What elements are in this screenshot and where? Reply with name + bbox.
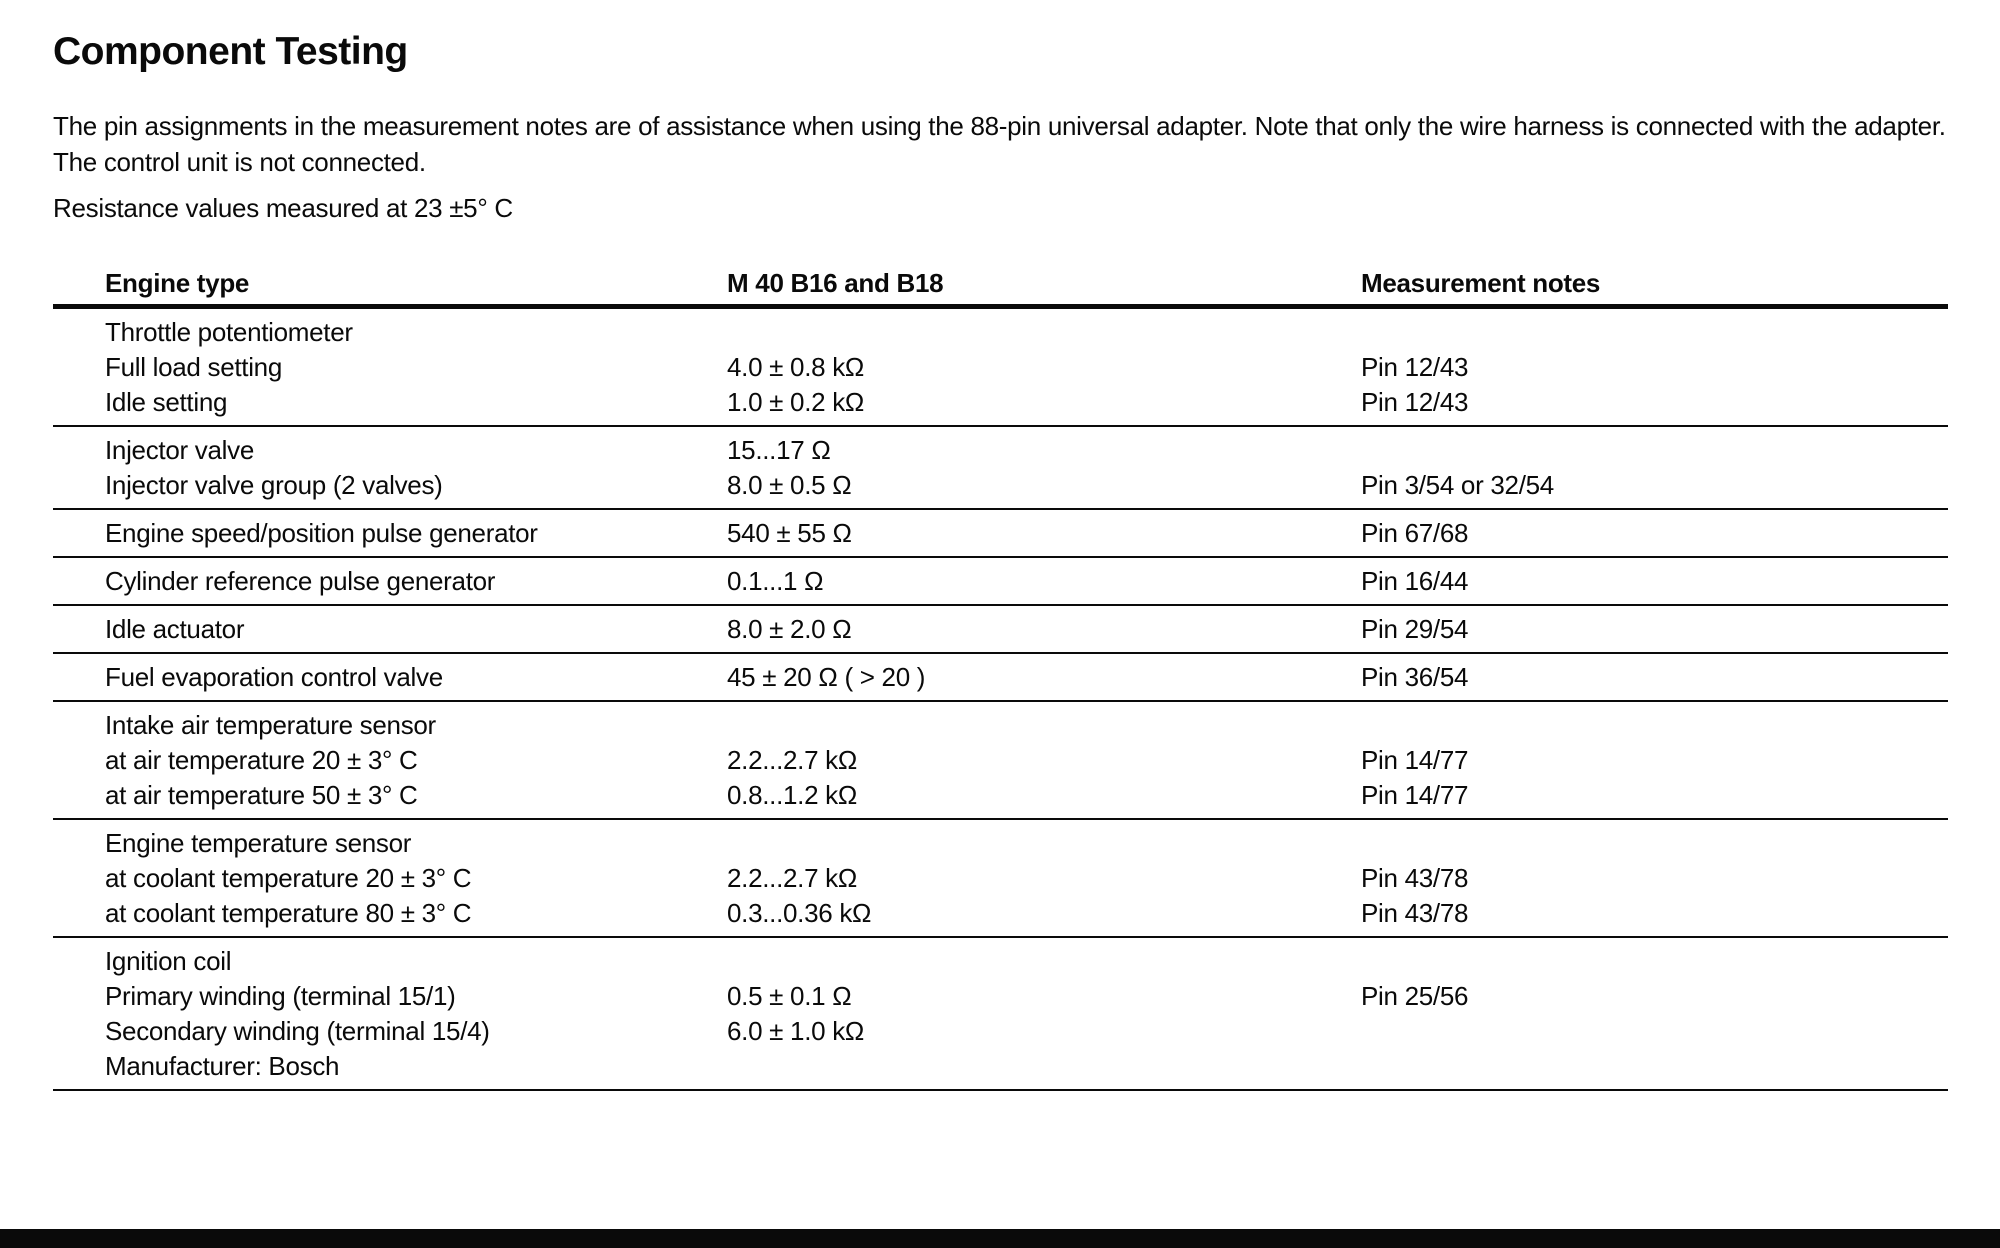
component-label: Primary winding (terminal 15/1) <box>105 981 456 1011</box>
table-body <box>53 309 1948 1091</box>
table-row <box>53 938 1948 1091</box>
header-engine-type: Engine type <box>105 268 250 298</box>
table-line <box>53 1049 1948 1084</box>
resistance-value: 0.1...1 Ω <box>727 566 824 596</box>
component-label: at coolant temperature 20 ± 3° C <box>105 863 472 893</box>
bottom-border <box>0 1229 2000 1248</box>
table-line <box>53 778 1948 813</box>
component-label: Secondary winding (terminal 15/4) <box>105 1016 490 1046</box>
pin-note: Pin 36/54 <box>1361 662 1469 692</box>
table-row <box>53 510 1948 558</box>
table-line <box>53 743 1948 778</box>
resistance-value: 0.5 ± 0.1 Ω <box>727 981 852 1011</box>
pin-note: Pin 12/43 <box>1361 387 1469 417</box>
resistance-value: 0.8...1.2 kΩ <box>727 780 858 810</box>
intro-paragraph: The pin assignments in the measurement notes are of assistance when using the 88-pin universal adapter. Note that only the wire harness is connected with the adapter. The control unit is not connected. <box>53 111 1946 177</box>
pin-note: Pin 43/78 <box>1361 863 1469 893</box>
resistance-value: 0.3...0.36 kΩ <box>727 898 872 928</box>
table-line <box>53 944 1948 979</box>
resistance-value: 8.0 ± 2.0 Ω <box>727 614 852 644</box>
table-line <box>53 315 1948 350</box>
component-label: at coolant temperature 80 ± 3° C <box>105 898 472 928</box>
pin-note: Pin 67/68 <box>1361 518 1469 548</box>
component-table <box>53 258 1948 1091</box>
table-row <box>53 654 1948 702</box>
table-row <box>53 427 1948 510</box>
table-row <box>53 702 1948 820</box>
resistance-value: 1.0 ± 0.2 kΩ <box>727 387 865 417</box>
table-line <box>53 433 1948 468</box>
component-label: Engine temperature sensor <box>105 828 412 858</box>
component-label: at air temperature 50 ± 3° C <box>105 780 418 810</box>
table-line <box>53 826 1948 861</box>
table-line <box>53 708 1948 743</box>
table-line <box>53 896 1948 931</box>
table-header <box>53 258 1948 309</box>
pin-note: Pin 14/77 <box>1361 780 1469 810</box>
table-line <box>53 612 1948 647</box>
table-line <box>53 564 1948 599</box>
header-measurement-notes: Measurement notes <box>1361 268 1601 298</box>
pin-note: Pin 29/54 <box>1361 614 1469 644</box>
table-line <box>53 660 1948 695</box>
resistance-note: Resistance values measured at 23 ±5° C <box>53 193 513 223</box>
pin-note: Pin 12/43 <box>1361 352 1469 382</box>
table-line <box>53 516 1948 551</box>
component-label: Manufacturer: Bosch <box>105 1051 340 1081</box>
table-row <box>53 558 1948 606</box>
table-row <box>53 606 1948 654</box>
resistance-value: 2.2...2.7 kΩ <box>727 863 858 893</box>
table-line <box>53 979 1948 1014</box>
resistance-value: 540 ± 55 Ω <box>727 518 852 548</box>
pin-note: Pin 14/77 <box>1361 745 1469 775</box>
header-engine-model: M 40 B16 and B18 <box>727 268 944 298</box>
resistance-value: 6.0 ± 1.0 kΩ <box>727 1016 865 1046</box>
pin-note: Pin 16/44 <box>1361 566 1469 596</box>
resistance-value: 45 ± 20 Ω ( > 20 ) <box>727 662 926 692</box>
resistance-value: 2.2...2.7 kΩ <box>727 745 858 775</box>
component-label: Cylinder reference pulse generator <box>105 566 496 596</box>
table-line <box>53 468 1948 503</box>
table-row <box>53 309 1948 427</box>
component-label: Idle setting <box>105 387 228 417</box>
table-row <box>53 820 1948 938</box>
component-label: Ignition coil <box>105 946 232 976</box>
component-label: Full load setting <box>105 352 283 382</box>
pin-note: Pin 25/56 <box>1361 981 1469 1011</box>
table-line <box>53 350 1948 385</box>
component-label: Intake air temperature sensor <box>105 710 436 740</box>
component-label: at air temperature 20 ± 3° C <box>105 745 418 775</box>
pin-note: Pin 3/54 or 32/54 <box>1361 470 1554 500</box>
resistance-value: 8.0 ± 0.5 Ω <box>727 470 852 500</box>
resistance-value: 4.0 ± 0.8 kΩ <box>727 352 865 382</box>
table-line <box>53 1014 1948 1049</box>
component-label: Engine speed/position pulse generator <box>105 518 538 548</box>
pin-note: Pin 43/78 <box>1361 898 1469 928</box>
page-title: Component Testing <box>53 30 408 73</box>
table-line <box>53 385 1948 420</box>
component-label: Injector valve group (2 valves) <box>105 470 443 500</box>
component-label: Idle actuator <box>105 614 245 644</box>
component-label: Throttle potentiometer <box>105 317 353 347</box>
resistance-value: 15...17 Ω <box>727 435 831 465</box>
component-label: Injector valve <box>105 435 254 465</box>
table-line <box>53 861 1948 896</box>
component-label: Fuel evaporation control valve <box>105 662 443 692</box>
